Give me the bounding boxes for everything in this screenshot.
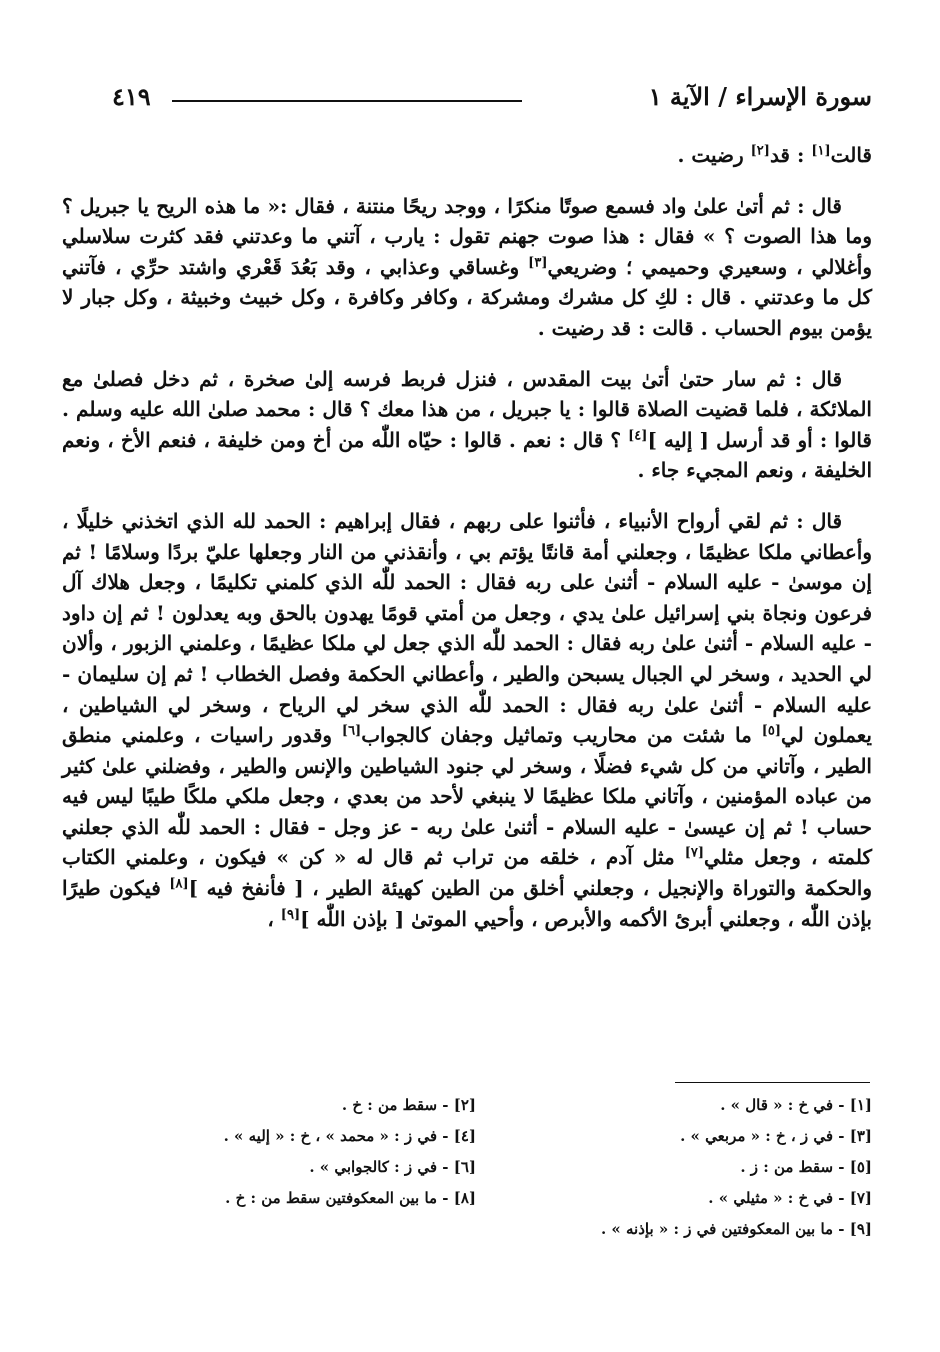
footnote-reference: [٦]	[341, 723, 362, 739]
footnote-reference: [٤]	[628, 428, 648, 444]
text-segment: ما شئت من محاريب وتماثيل وجفان كالجواب	[361, 723, 762, 748]
footnote: [١] - في خ : « قال » .	[720, 1096, 872, 1114]
text-segment: قال : ثم لقي أرواح الأنبياء ، فأثنوا على ربهم ، فقال إبراهيم : الحمد لله الذي اتخذني خليلًا ، وأعطاني ملكا عظيمًا ، وجعلني أمة قانتًا يؤتم بي ، وأنقذني من النار وجعلها عليّ بردًا وسلامًا ! ثم إن موسىٰ - عليه السلام - أثنىٰ على ربه فقال : الحمد للّٰه الذي كلمني تكليمًا ، وجعل هلاك آل فرعون ونجاة بني إسرائيل علىٰ يدي ، وجعل من أمتي قومًا يهدون بالحق وبه يعدلون ! ثم إن داود - عليه السلام - أثنىٰ علىٰ ربه فقال : الحمد للّٰه الذي جعل لي ملكا عظيمًا ، وعلمني الزبور ، وألان لي الحديد ، وسخر لي الجبال يسبحن والطير ، وأعطاني الحكمة وفصل الخطاب ! ثم إن سليمان - عليه السلام - أثنىٰ علىٰ ربه فقال : الحمد للّٰه الذي سخر لي الرياح ، وسخر لي الشياطين ، يعملون لي	[62, 508, 872, 748]
footnote: [٨] - ما بين المعكوفتين سقط من : خ .	[225, 1189, 476, 1207]
footnote-row	[120, 1090, 872, 1121]
paragraph	[62, 140, 872, 171]
footnote-reference: [٣]	[528, 255, 548, 271]
text-segment: وغساقي وعذابي ، وقد بَعُدَ قَعْري واشتد حرِّي ، فآتني كل ما وعدتني . قال : لكِ كل مشرك ومشركة ، وكافر وكافرة ، وكل خبيث وخبيثة ، وكل جبار لا يؤمن بيوم الحساب . قالت : قد رضيت .	[62, 254, 872, 340]
text-segment: ؟ قال : نعم . قالوا : حيّاه اللّٰه من أخ ومن خليفة ، فنعم الأخ ، ونعم الخليفة ، ونعم المجيء جاء .	[62, 427, 872, 483]
body-text	[62, 140, 872, 954]
footnote: [٢] - سقط من : خ .	[341, 1096, 476, 1114]
header-rule	[172, 100, 522, 102]
text-segment: وقدور راسيات ، وعلمني منطق الطير ، وآتاني من كل شيء فضلًا ، وسخر لي جنود الشياطين والإنس والطير ، وفضلني علىٰ كثير من عباده المؤمنين ، وآتاني ملكا عظيمًا لا ينبغي لأحد من بعدي ، وجعل ملكي ملكًا طيبًا ليس فيه حساب ! ثم إن عيسىٰ - عليه السلام - أثنىٰ علىٰ ربه - عز وجل - فقال : الحمد للّٰه الذي جعلني كلمته ، وجعل مثلي	[62, 723, 873, 870]
paragraph	[62, 191, 872, 344]
text-segment: مثل آدم ، خلقه من تراب ثم قال له « كن » فيكون ، وعلمني الكتاب والحكمة والتوراة والإنجيل ، وجعلني أخلق من الطين كهيئة الطير ، [ فأنفخ فيه ]	[62, 845, 872, 901]
text-segment: : قد	[769, 143, 812, 167]
text-segment: قال : ثم سار حتىٰ أتىٰ بيت المقدس ، فنزل فربط فرسه إلىٰ صخرة ، ثم دخل فصلىٰ مع الملائكة ، فلما قضيت الصلاة قالوا : يا جبريل ، من هذا معك ؟ قال : محمد صلىٰ الله عليه وسلم . قالوا : أو قد أرسل [ إليه ]	[62, 366, 872, 452]
footnote-row	[120, 1214, 872, 1245]
footnote	[120, 1214, 516, 1245]
footnotes	[120, 1090, 872, 1245]
footnote-reference: [٩]	[280, 907, 301, 922]
surah-title: سورة الإسراء / الآية ١	[648, 82, 872, 111]
footnote-reference: [٨]	[169, 876, 189, 892]
paragraph	[62, 506, 872, 934]
footnote: [٤] - في ز : « محمد » ، خ : « إليه » .	[223, 1127, 476, 1145]
footnote: [٦] - في ز : كالجوابي » .	[309, 1158, 476, 1176]
footnote-row	[120, 1152, 872, 1183]
text-segment: قالت	[830, 143, 872, 167]
footnote: [٩] - ما بين المعكوفتين في ز : « بإذنه » .	[600, 1220, 872, 1238]
footnote-reference: [٧]	[684, 845, 705, 861]
page-number: ٤١٩	[112, 82, 151, 111]
footnote-reference: [٥]	[761, 723, 781, 739]
text-segment: ،	[267, 906, 281, 931]
footnote-row	[120, 1121, 872, 1152]
text-segment: فيكون طيرًا بإذن اللّٰه ، وجعلني أبرئ الأكمه والأبرص ، وأحيي الموتىٰ [ بإذن اللّٰه ]	[62, 876, 872, 931]
footnote: [٣] - في ز ، خ : « مربعي » .	[680, 1127, 872, 1145]
paragraph	[62, 364, 872, 486]
footnote-row	[120, 1183, 872, 1214]
footnote: [٥] - سقط من : ز .	[740, 1158, 872, 1176]
text-segment: قال : ثم أتىٰ علىٰ واد فسمع صوتًا منكرًا ، ووجد ريحًا منتنة ، فقال :« ما هذه الريح يا جبريل ؟ وما هذا الصوت ؟ » فقال : هذا صوت جهنم تقول : يارب ، آتني ما وعدتني فقد كثرت سلاسلي وأغلالي ، وسعيري وحميمي ؛ وضريعي	[62, 193, 872, 279]
footnote: [٧] - في خ : « مثيلي » .	[708, 1189, 872, 1207]
footnote-reference: [٢]	[750, 143, 770, 159]
footnote-reference: [١]	[811, 143, 831, 159]
text-segment: رضيت .	[677, 143, 751, 167]
page-header	[112, 82, 872, 118]
footnote-rule	[675, 1082, 870, 1083]
